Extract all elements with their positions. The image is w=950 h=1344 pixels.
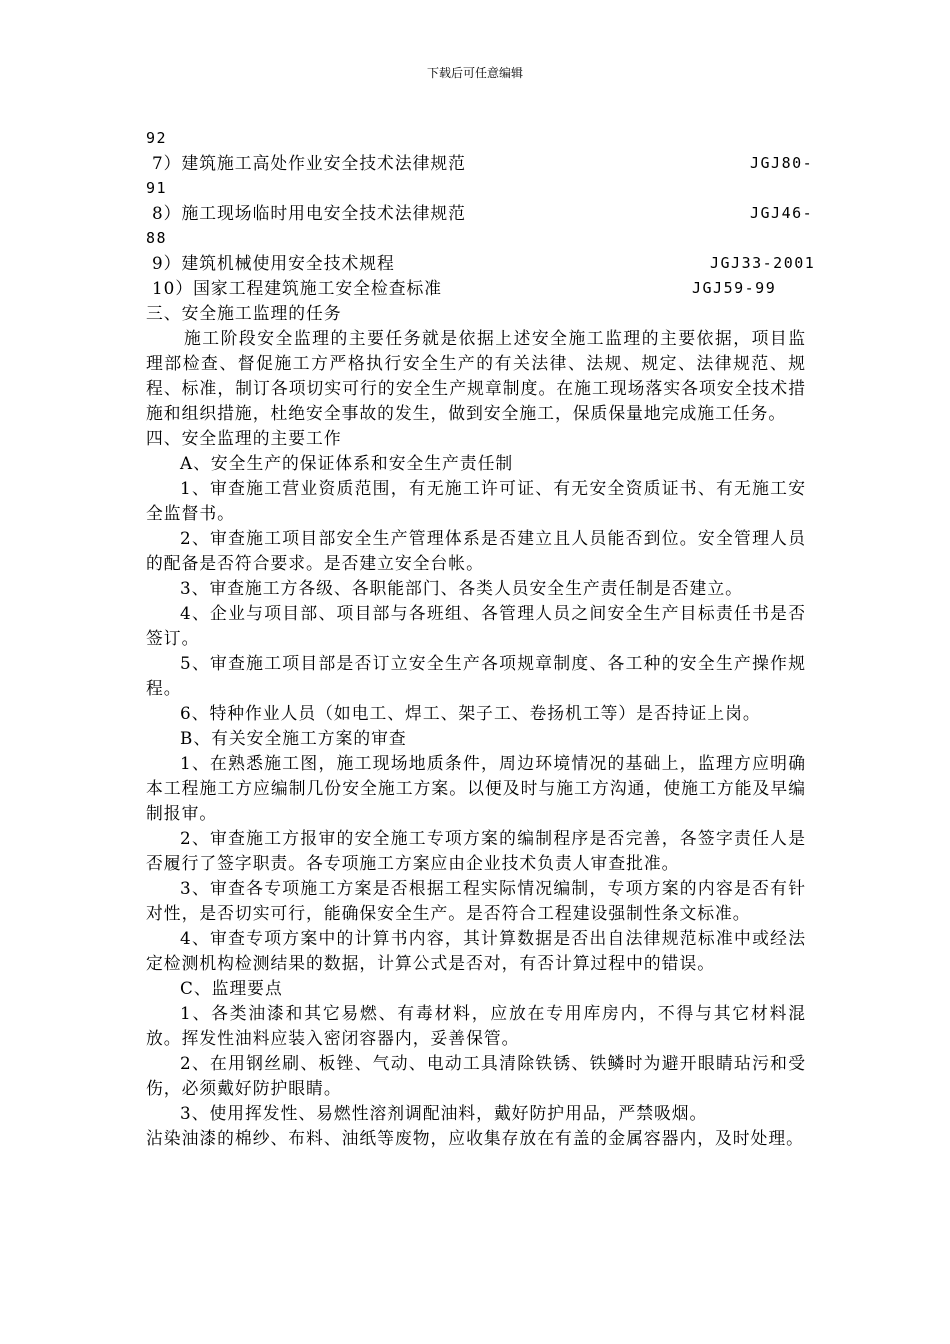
paragraph: 3、审查各专项施工方案是否根据工程实际情况编制，专项方案的内容是否有针对性，是否切实可行，能确保安全生产。是否符合工程建设强制性条文标准。 bbox=[146, 878, 806, 923]
regulation-code: JGJ33-2001 bbox=[710, 254, 816, 272]
section-heading-4: 四、安全监理的主要工作 bbox=[146, 428, 342, 448]
section-heading-3: 三、安全施工监理的任务 bbox=[146, 303, 342, 323]
paragraph: 2、审查施工方报审的安全施工专项方案的编制程序是否完善，各签字责任人是否履行了签字职责。各专项施工方案应由企业技术负责人审查批准。 bbox=[146, 828, 806, 873]
paragraph: 4、企业与项目部、项目部与各班组、各管理人员之间安全生产目标责任书是否签订。 bbox=[146, 603, 806, 648]
regulation-code: JGJ80- bbox=[750, 154, 814, 172]
regulation-item-7 bbox=[146, 151, 814, 176]
regulation-item-8 bbox=[146, 201, 814, 226]
paragraph: 1、各类油漆和其它易燃、有毒材料，应放在专用库房内，不得与其它材料混放。挥发性油料应装入密闭容器内，妥善保管。 bbox=[146, 1003, 806, 1048]
paragraph: 4、审查专项方案中的计算书内容，其计算数据是否出自法律规范标准中或经法定检测机构检测结果的数据，计算公式是否对，有否计算过程中的错误。 bbox=[146, 928, 806, 973]
paragraph: 施工阶段安全监理的主要任务就是依据上述安全施工监理的主要依据，项目监理部检查、督促施工方严格执行安全生产的有关法律、法规、规定、法律规范、规程、标准，制订各项切实可行的安全生产规章制度。在施工现场落实各项安全技术措施和组织措施，杜绝安全事故的发生，做到安全施工，保质保量地完成施工任务。 bbox=[146, 328, 806, 423]
regulation-title: 7）建筑施工高处作业安全技术法律规范 bbox=[152, 153, 466, 173]
paragraph: 1、审查施工营业资质范围，有无施工许可证、有无安全资质证书、有无施工安全监督书。 bbox=[146, 478, 806, 523]
subsection-heading-b: B、有关安全施工方案的审查 bbox=[180, 728, 407, 748]
paragraph: 6、特种作业人员（如电工、焊工、架子工、卷扬机工等）是否持证上岗。 bbox=[180, 703, 761, 723]
paragraph: 2、在用钢丝刷、板锉、气动、电动工具清除铁锈、铁鳞时为避开眼睛玷污和受伤，必须戴好防护眼睛。 bbox=[146, 1053, 806, 1098]
regulation-title: 8）施工现场临时用电安全技术法律规范 bbox=[152, 203, 466, 223]
text-line: 88 bbox=[146, 229, 168, 247]
regulation-title: 9）建筑机械使用安全技术规程 bbox=[152, 253, 395, 273]
document-body bbox=[146, 126, 816, 1151]
paragraph: 3、审查施工方各级、各职能部门、各类人员安全生产责任制是否建立。 bbox=[180, 578, 743, 598]
regulation-title: 10）国家工程建筑施工安全检查标准 bbox=[152, 278, 443, 298]
paragraph: 1、在熟悉施工图，施工现场地质条件，周边环境情况的基础上，监理方应明确本工程施工方应编制几份安全施工方案。以便及时与施工方沟通，使施工方能及早编制报审。 bbox=[146, 753, 806, 823]
page-header: 下载后可任意编辑 bbox=[426, 66, 523, 80]
regulation-item-10 bbox=[146, 276, 806, 301]
paragraph: 3、使用挥发性、易燃性溶剂调配油料，戴好防护用品，严禁吸烟。 bbox=[180, 1103, 708, 1123]
subsection-heading-c: C、监理要点 bbox=[180, 978, 283, 998]
regulation-code: JGJ46- bbox=[750, 204, 814, 222]
paragraph: 沾染油漆的棉纱、布料、油纸等废物，应收集存放在有盖的金属容器内，及时处理。 bbox=[146, 1128, 804, 1148]
paragraph: 5、审查施工项目部是否订立安全生产各项规章制度、各工种的安全生产操作规程。 bbox=[146, 653, 806, 698]
text-line: 91 bbox=[146, 179, 168, 197]
regulation-code: JGJ59-99 bbox=[692, 279, 777, 297]
paragraph: 2、审查施工项目部安全生产管理体系是否建立且人员能否到位。安全管理人员的配备是否符合要求。是否建立安全台帐。 bbox=[146, 528, 806, 573]
text-line: 92 bbox=[146, 129, 168, 147]
regulation-item-9 bbox=[146, 251, 816, 276]
subsection-heading-a: A、安全生产的保证体系和安全生产责任制 bbox=[180, 453, 514, 473]
